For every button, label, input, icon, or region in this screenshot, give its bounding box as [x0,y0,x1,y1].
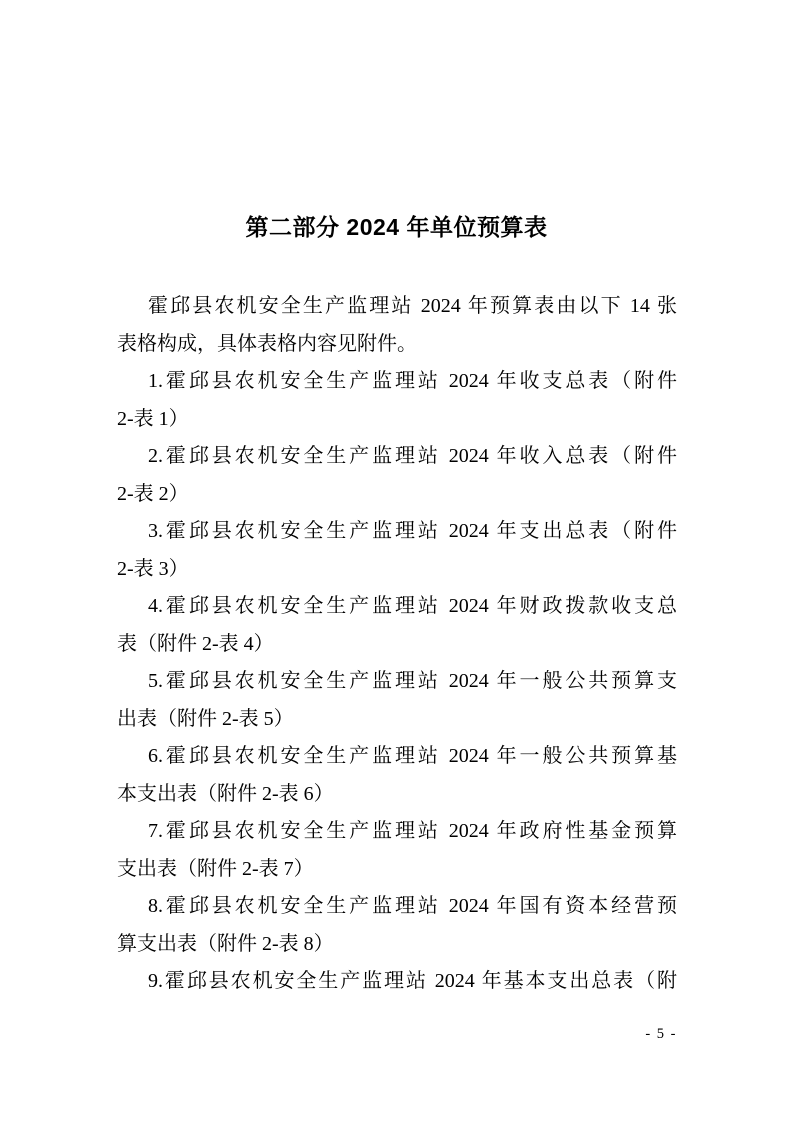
text-line: 5.霍邱县农机安全生产监理站 2024 年一般公共预算支 [148,670,677,692]
text-line: 2-表 1） [117,407,189,430]
page-title: 第二部分 2024 年单位预算表 [245,214,548,240]
text-line: 9.霍邱县农机安全生产监理站 2024 年基本支出总表（附 [148,970,677,992]
text-line: 3.霍邱县农机安全生产监理站 2024 年支出总表（附件 [148,520,677,542]
text-line: 4.霍邱县农机安全生产监理站 2024 年财政拨款收支总 [148,595,677,617]
text-line: 霍邱县农机安全生产监理站 2024 年预算表由以下 14 张 [148,295,677,317]
text-line: 1.霍邱县农机安全生产监理站 2024 年收支总表（附件 [148,370,677,392]
text-line: 6.霍邱县农机安全生产监理站 2024 年一般公共预算基 [148,745,677,767]
text-line: 出表（附件 2-表 5） [117,707,294,730]
text-line: 8.霍邱县农机安全生产监理站 2024 年国有资本经营预 [148,895,677,917]
text-line: 7.霍邱县农机安全生产监理站 2024 年政府性基金预算 [148,820,677,842]
text-line: 表格构成，具体表格内容见附件。 [117,332,417,355]
text-line: 2-表 2） [117,482,189,505]
text-line: 2.霍邱县农机安全生产监理站 2024 年收入总表（附件 [148,445,677,467]
text-line: 本支出表（附件 2-表 6） [117,782,334,805]
text-line: 表（附件 2-表 4） [117,632,274,655]
document-body [117,288,677,1001]
text-line: 算支出表（附件 2-表 8） [117,932,334,955]
text-line: 2-表 3） [117,557,189,580]
text-line: 支出表（附件 2-表 7） [117,857,314,880]
page-number: - 5 - [645,1026,677,1042]
